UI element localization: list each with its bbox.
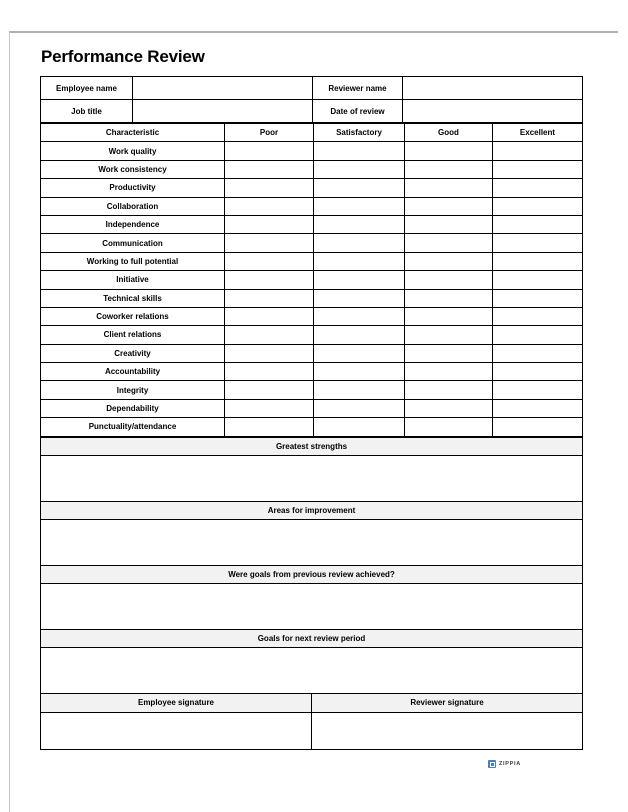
rating-cell-work-consistency-excellent[interactable] — [493, 160, 583, 178]
table-row — [41, 252, 583, 270]
section-answer-row — [41, 583, 583, 629]
section-heading-row — [41, 629, 583, 647]
rating-cell-dependability-poor[interactable] — [225, 399, 314, 417]
table-row — [41, 363, 583, 381]
section-answer-areas-for-improvement[interactable] — [41, 519, 583, 565]
table-row — [41, 179, 583, 197]
section-answer-greatest-strengths[interactable] — [41, 455, 583, 501]
rating-cell-work-quality-excellent[interactable] — [493, 142, 583, 160]
zippia-square-icon — [488, 760, 496, 768]
table-row — [41, 326, 583, 344]
table-row — [41, 100, 583, 123]
characteristic-label-work-quality: Work quality — [41, 142, 225, 160]
rating-cell-working-to-full-potential-satisfactory[interactable] — [314, 252, 405, 270]
document-body — [40, 47, 582, 750]
rating-cell-punctuality-attendance-satisfactory[interactable] — [314, 418, 405, 436]
rating-cell-working-to-full-potential-good[interactable] — [405, 252, 493, 270]
section-answer-goals-for-next-review-period[interactable] — [41, 647, 583, 693]
rating-column-header-characteristic: Characteristic — [41, 124, 225, 142]
rating-cell-initiative-good[interactable] — [405, 271, 493, 289]
rating-cell-accountability-excellent[interactable] — [493, 363, 583, 381]
rating-cell-productivity-good[interactable] — [405, 179, 493, 197]
rating-cell-collaboration-excellent[interactable] — [493, 197, 583, 215]
rating-cell-accountability-poor[interactable] — [225, 363, 314, 381]
page-title: Performance Review — [41, 47, 205, 66]
rating-cell-coworker-relations-satisfactory[interactable] — [314, 307, 405, 325]
table-row — [41, 381, 583, 399]
employee-info-table — [40, 76, 583, 123]
table-row — [41, 418, 583, 436]
table-row — [41, 344, 583, 362]
section-heading-areas-for-improvement: Areas for improvement — [41, 501, 583, 519]
job-title-input[interactable] — [133, 100, 313, 123]
characteristic-label-collaboration: Collaboration — [41, 197, 225, 215]
characteristic-label-initiative: Initiative — [41, 271, 225, 289]
employee-signature-label: Employee signature — [41, 693, 312, 712]
rating-cell-punctuality-attendance-good[interactable] — [405, 418, 493, 436]
rating-cell-collaboration-poor[interactable] — [225, 197, 314, 215]
rating-cell-communication-excellent[interactable] — [493, 234, 583, 252]
rating-cell-productivity-excellent[interactable] — [493, 179, 583, 197]
reviewer-signature-label: Reviewer signature — [312, 693, 583, 712]
rating-cell-punctuality-attendance-excellent[interactable] — [493, 418, 583, 436]
rating-cell-client-relations-poor[interactable] — [225, 326, 314, 344]
characteristic-label-communication: Communication — [41, 234, 225, 252]
characteristic-label-technical-skills: Technical skills — [41, 289, 225, 307]
rating-cell-accountability-good[interactable] — [405, 363, 493, 381]
rating-cell-productivity-poor[interactable] — [225, 179, 314, 197]
characteristic-label-creativity: Creativity — [41, 344, 225, 362]
employee-name-label: Employee name — [41, 77, 133, 100]
table-row — [41, 307, 583, 325]
rating-cell-productivity-satisfactory[interactable] — [314, 179, 405, 197]
characteristic-label-independence: Independence — [41, 215, 225, 233]
rating-cell-integrity-good[interactable] — [405, 381, 493, 399]
rating-cell-work-quality-good[interactable] — [405, 142, 493, 160]
rating-cell-working-to-full-potential-poor[interactable] — [225, 252, 314, 270]
section-heading-row — [41, 437, 583, 455]
rating-cell-accountability-satisfactory[interactable] — [314, 363, 405, 381]
rating-cell-integrity-excellent[interactable] — [493, 381, 583, 399]
characteristic-label-integrity: Integrity — [41, 381, 225, 399]
table-row — [41, 160, 583, 178]
rating-cell-technical-skills-satisfactory[interactable] — [314, 289, 405, 307]
characteristic-label-work-consistency: Work consistency — [41, 160, 225, 178]
rating-cell-initiative-excellent[interactable] — [493, 271, 583, 289]
characteristic-label-accountability: Accountability — [41, 363, 225, 381]
rating-cell-communication-good[interactable] — [405, 234, 493, 252]
rating-column-header-poor: Poor — [225, 124, 314, 142]
narrative-sections-table — [40, 437, 583, 750]
reviewer-signature-input[interactable] — [312, 712, 583, 749]
date-of-review-input[interactable] — [403, 100, 583, 123]
signature-label-row — [41, 693, 583, 712]
characteristic-label-coworker-relations: Coworker relations — [41, 307, 225, 325]
signature-input-row — [41, 712, 583, 749]
table-row — [41, 289, 583, 307]
section-answer-row — [41, 455, 583, 501]
rating-cell-creativity-good[interactable] — [405, 344, 493, 362]
document-page — [9, 31, 618, 812]
rating-cell-client-relations-excellent[interactable] — [493, 326, 583, 344]
rating-cell-independence-poor[interactable] — [225, 215, 314, 233]
reviewer-name-label: Reviewer name — [313, 77, 403, 100]
rating-cell-integrity-poor[interactable] — [225, 381, 314, 399]
rating-cell-communication-satisfactory[interactable] — [314, 234, 405, 252]
rating-cell-working-to-full-potential-excellent[interactable] — [493, 252, 583, 270]
rating-cell-coworker-relations-good[interactable] — [405, 307, 493, 325]
reviewer-name-input[interactable] — [403, 77, 583, 100]
rating-cell-technical-skills-good[interactable] — [405, 289, 493, 307]
table-row — [41, 234, 583, 252]
job-title-label: Job title — [41, 100, 133, 123]
section-answer-row — [41, 647, 583, 693]
rating-cell-client-relations-satisfactory[interactable] — [314, 326, 405, 344]
rating-cell-independence-excellent[interactable] — [493, 215, 583, 233]
characteristic-label-punctuality-attendance: Punctuality/attendance — [41, 418, 225, 436]
characteristic-label-dependability: Dependability — [41, 399, 225, 417]
rating-cell-dependability-satisfactory[interactable] — [314, 399, 405, 417]
characteristic-label-client-relations: Client relations — [41, 326, 225, 344]
table-row — [41, 77, 583, 100]
rating-cell-independence-satisfactory[interactable] — [314, 215, 405, 233]
zippia-logo-text: ZIPPIA — [499, 761, 521, 767]
section-heading-greatest-strengths: Greatest strengths — [41, 437, 583, 455]
section-answer-row — [41, 519, 583, 565]
rating-cell-dependability-good[interactable] — [405, 399, 493, 417]
rating-cell-work-consistency-satisfactory[interactable] — [314, 160, 405, 178]
rating-cell-technical-skills-excellent[interactable] — [493, 289, 583, 307]
rating-cell-collaboration-satisfactory[interactable] — [314, 197, 405, 215]
characteristic-label-working-to-full-potential: Working to full potential — [41, 252, 225, 270]
table-row — [41, 271, 583, 289]
rating-cell-independence-good[interactable] — [405, 215, 493, 233]
section-heading-were-goals-from-previous-review-achieved: Were goals from previous review achieved? — [41, 565, 583, 583]
table-row — [41, 142, 583, 160]
rating-cell-collaboration-good[interactable] — [405, 197, 493, 215]
rating-cell-client-relations-good[interactable] — [405, 326, 493, 344]
rating-cell-creativity-poor[interactable] — [225, 344, 314, 362]
rating-cell-work-quality-poor[interactable] — [225, 142, 314, 160]
section-answer-were-goals-from-previous-review-achieved[interactable] — [41, 583, 583, 629]
section-heading-goals-for-next-review-period: Goals for next review period — [41, 629, 583, 647]
rating-cell-work-consistency-good[interactable] — [405, 160, 493, 178]
employee-signature-input[interactable] — [41, 712, 312, 749]
rating-column-header-good: Good — [405, 124, 493, 142]
rating-cell-technical-skills-poor[interactable] — [225, 289, 314, 307]
rating-cell-coworker-relations-excellent[interactable] — [493, 307, 583, 325]
date-of-review-label: Date of review — [313, 100, 403, 123]
rating-column-header-excellent: Excellent — [493, 124, 583, 142]
rating-cell-initiative-poor[interactable] — [225, 271, 314, 289]
characteristic-label-productivity: Productivity — [41, 179, 225, 197]
rating-cell-communication-poor[interactable] — [225, 234, 314, 252]
rating-cell-initiative-satisfactory[interactable] — [314, 271, 405, 289]
rating-cell-coworker-relations-poor[interactable] — [225, 307, 314, 325]
rating-column-header-satisfactory: Satisfactory — [314, 124, 405, 142]
rating-cell-dependability-excellent[interactable] — [493, 399, 583, 417]
employee-name-input[interactable] — [133, 77, 313, 100]
rating-cell-creativity-excellent[interactable] — [493, 344, 583, 362]
table-row — [41, 197, 583, 215]
rating-cell-work-consistency-poor[interactable] — [225, 160, 314, 178]
table-row — [41, 399, 583, 417]
section-heading-row — [41, 565, 583, 583]
rating-cell-creativity-satisfactory[interactable] — [314, 344, 405, 362]
table-row — [41, 215, 583, 233]
rating-cell-punctuality-attendance-poor[interactable] — [225, 418, 314, 436]
section-heading-row — [41, 501, 583, 519]
zippia-logo — [488, 760, 521, 768]
rating-cell-integrity-satisfactory[interactable] — [314, 381, 405, 399]
characteristic-rating-table — [40, 123, 583, 437]
rating-cell-work-quality-satisfactory[interactable] — [314, 142, 405, 160]
rating-header-row — [41, 124, 583, 142]
